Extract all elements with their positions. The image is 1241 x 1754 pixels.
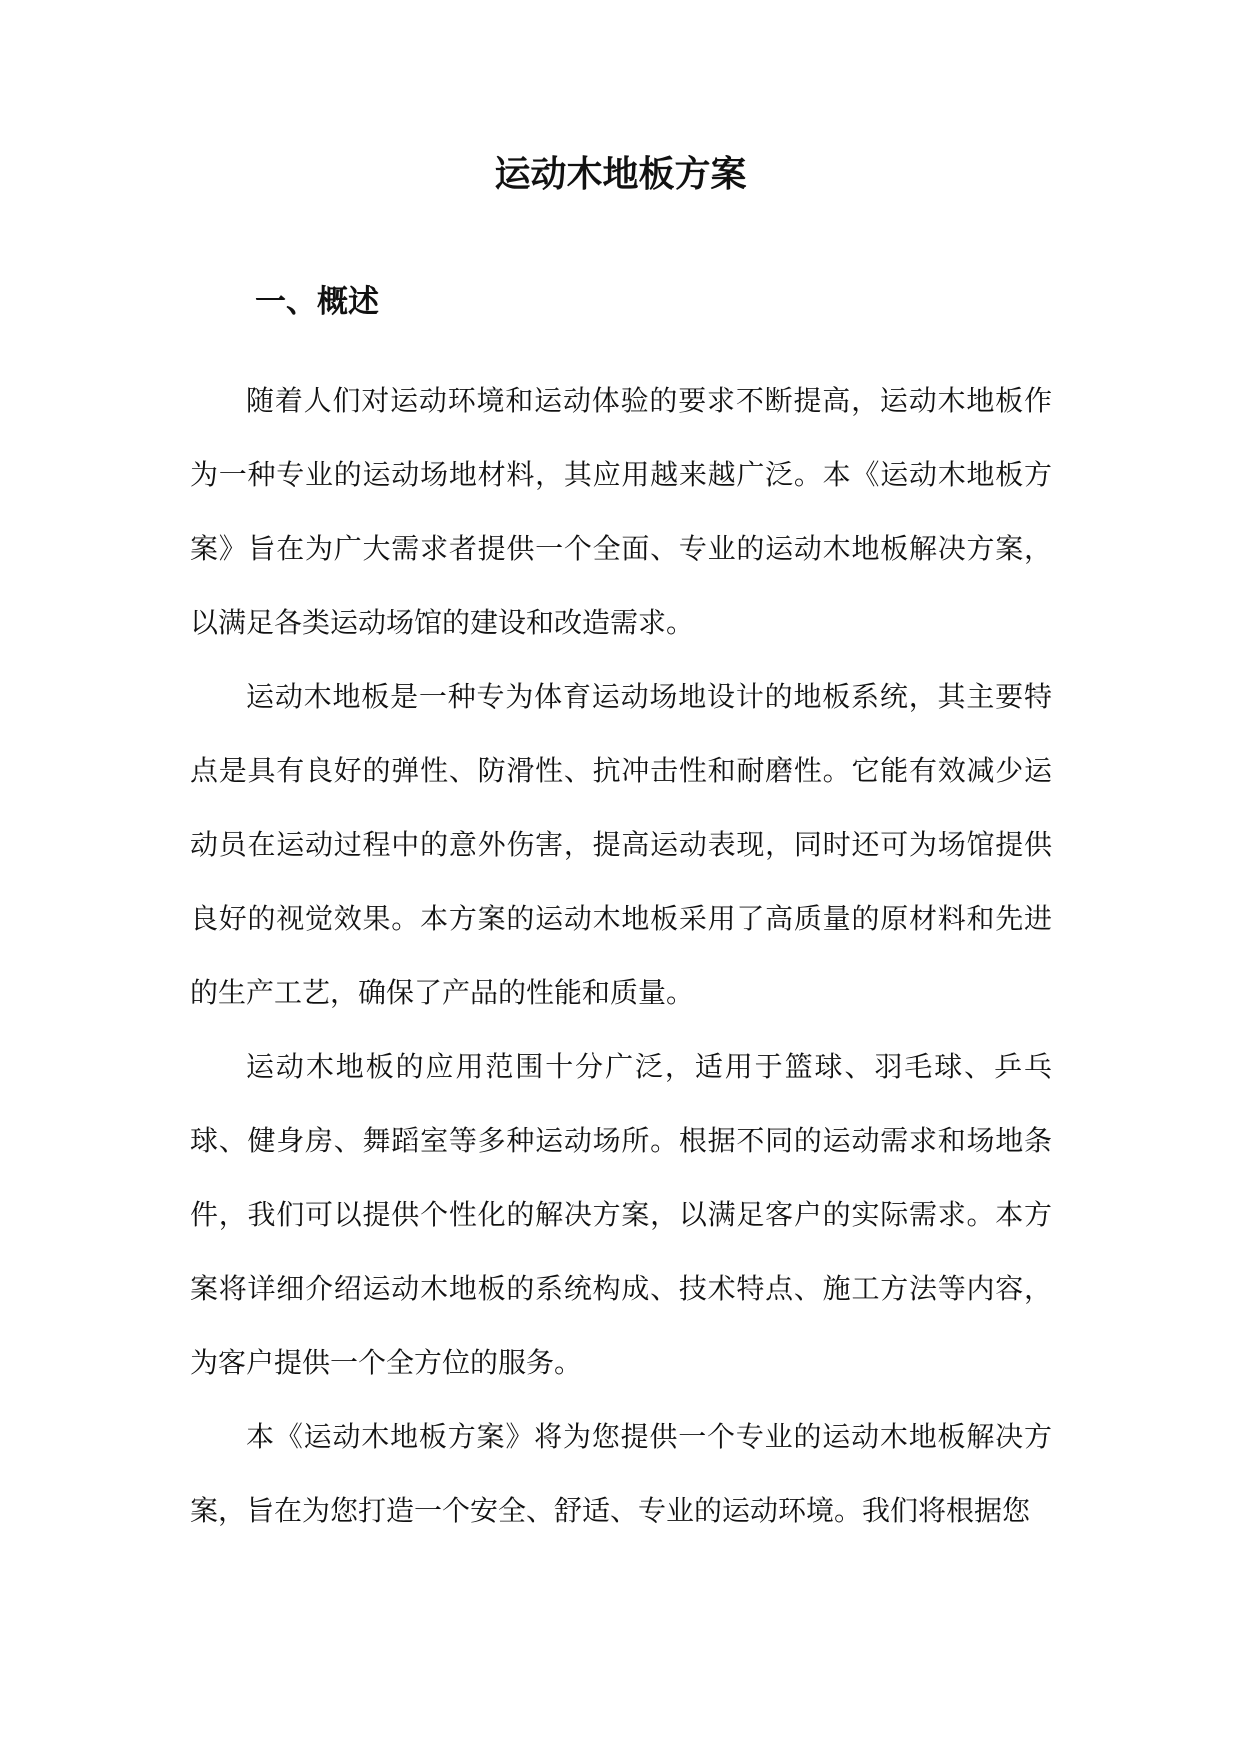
paragraph-4: 本《运动木地板方案》将为您提供一个专业的运动木地板解决方案，旨在为您打造一个安全、舒适、专业的运动环境。我们将根据您: [190, 1420, 1052, 1527]
paragraph-3: 运动木地板的应用范围十分广泛，适用于篮球、羽毛球、乒乓球、健身房、舞蹈室等多种运动场所。根据不同的运动需求和场地条件，我们可以提供个性化的解决方案，以满足客户的实际需求。本方案将详细介绍运动木地板的系统构成、技术特点、施工方法等内容，为客户提供一个全方位的服务。: [190, 1050, 1052, 1379]
paragraph-1: 随着人们对运动环境和运动体验的要求不断提高，运动木地板作为一种专业的运动场地材料，其应用越来越广泛。本《运动木地板方案》旨在为广大需求者提供一个全面、专业的运动木地板解决方案，以满足各类运动场馆的建设和改造需求。: [190, 384, 1052, 639]
document-body: [190, 364, 1052, 1548]
document-title: 运动木地板方案: [494, 154, 747, 195]
section-heading-overview: 一、概述: [255, 284, 379, 320]
paragraph-2: 运动木地板是一种专为体育运动场地设计的地板系统，其主要特点是具有良好的弹性、防滑性、抗冲击性和耐磨性。它能有效减少运动员在运动过程中的意外伤害，提高运动表现，同时还可为场馆提供良好的视觉效果。本方案的运动木地板采用了高质量的原材料和先进的生产工艺，确保了产品的性能和质量。: [190, 680, 1052, 1009]
